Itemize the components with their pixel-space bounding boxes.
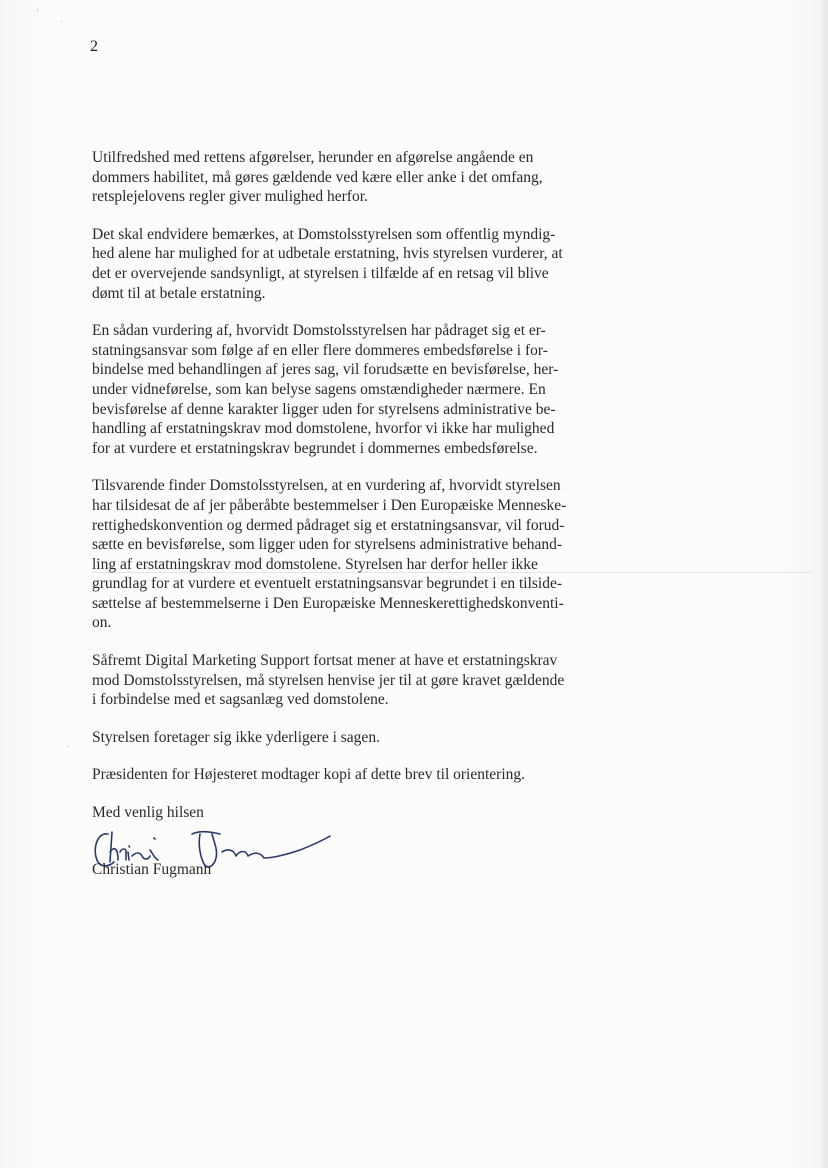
paragraph-5 [92,651,612,710]
paragraph-line: sættelse af bestemmelserne i Den Europæiske Menneskerettighedskonventi- [92,594,564,612]
paragraph-line: statningsansvar som følge af en eller flere dommeres embedsførelse i for- [92,341,548,359]
paragraph-2 [92,225,612,303]
paragraph-line: under vidneførelse, som kan belyse sagens omstændigheder nærmere. En [92,380,546,398]
paragraph-line: on. [92,614,112,632]
paragraph-line: har tilsidesat de af jer påberåbte bestemmelser i Den Europæiske Menneske- [92,496,567,514]
paragraph-line: bindelse med behandlingen af jeres sag, vil forudsætte en bevisførelse, her- [92,361,559,379]
paragraph-line: dømt til at betale erstatning. [92,284,266,302]
paragraph-line: Utilfredshed med rettens afgørelser, herunder en afgørelse angående en [92,149,534,166]
page-number: 2 [90,38,98,55]
paragraph-line: rettighedskonvention og dermed pådraget sig et erstatningsansvar, vil forud- [92,516,565,534]
paragraph-line: dommers habilitet, må gøres gældende ved kære eller anke i det omfang, [92,168,543,186]
paragraph-line: det er overvejende sandsynligt, at styrelsen i tilfælde af en retsag vil blive [92,264,549,282]
paragraph-line: Såfremt Digital Marketing Support fortsat mener at have et erstatningskrav [92,652,558,670]
paragraph-line: hed alene har mulighed for at udbetale erstatning, hvis styrelsen vurderer, at [92,245,563,263]
paragraph-4 [92,476,612,633]
letter-body [92,148,612,823]
scan-edge-shadow [818,0,828,1168]
paragraph-line: handling af erstatningskrav mod domstolene, hvorfor vi ikke har mulighed [92,420,555,438]
paragraph-1 [92,148,612,207]
paragraph-line: Styrelsen foretager sig ikke yderligere i sagen. [92,728,380,746]
paragraph-line: En sådan vurdering af, hvorvidt Domstolsstyrelsen har pådraget sig et er- [92,322,546,340]
paragraph-line: Tilsvarende finder Domstolsstyrelsen, at en vurdering af, hvorvidt styrelsen [92,477,561,495]
paragraph-line: for at vurdere et erstatningskrav begrundet i dommernes embedsførelse. [92,439,538,457]
paragraph-line: mod Domstolsstyrelsen, må styrelsen henvise jer til at gøre kravet gældende [92,671,565,689]
paragraph-line: bevisførelse af denne karakter ligger uden for styrelsens administrative be- [92,400,556,418]
paragraph-6 [92,728,612,748]
paragraph-3 [92,321,612,458]
scan-speck: · [66,742,70,753]
signer-name: Christian Fugmann [92,861,212,878]
paragraph-7 [92,765,612,785]
paragraph-line: Det skal endvidere bemærkes, at Domstolsstyrelsen som offentlig myndig- [92,225,556,243]
scan-speck: ʼ [36,8,40,19]
paragraph-line: retsplejelovens regler giver mulighed herfor. [92,188,368,206]
paragraph-line: grundlag for at vurdere et eventuelt erstatningsansvar begrundet i en tilside- [92,575,563,593]
scan-speck: ˎ [60,12,64,23]
paragraph-line: i forbindelse med et sagsanlæg ved domstolene. [92,691,389,709]
paragraph-line: ling af erstatningskrav mod domstolene. Styrelsen har derfor heller ikke [92,555,538,573]
paragraph-line: Præsidenten for Højesteret modtager kopi af dette brev til orientering. [92,766,526,784]
closing-salutation: Med venlig hilsen [92,804,204,822]
paragraph-line: sætte en bevisførelse, som ligger uden for styrelsens administrative behand- [92,536,563,554]
